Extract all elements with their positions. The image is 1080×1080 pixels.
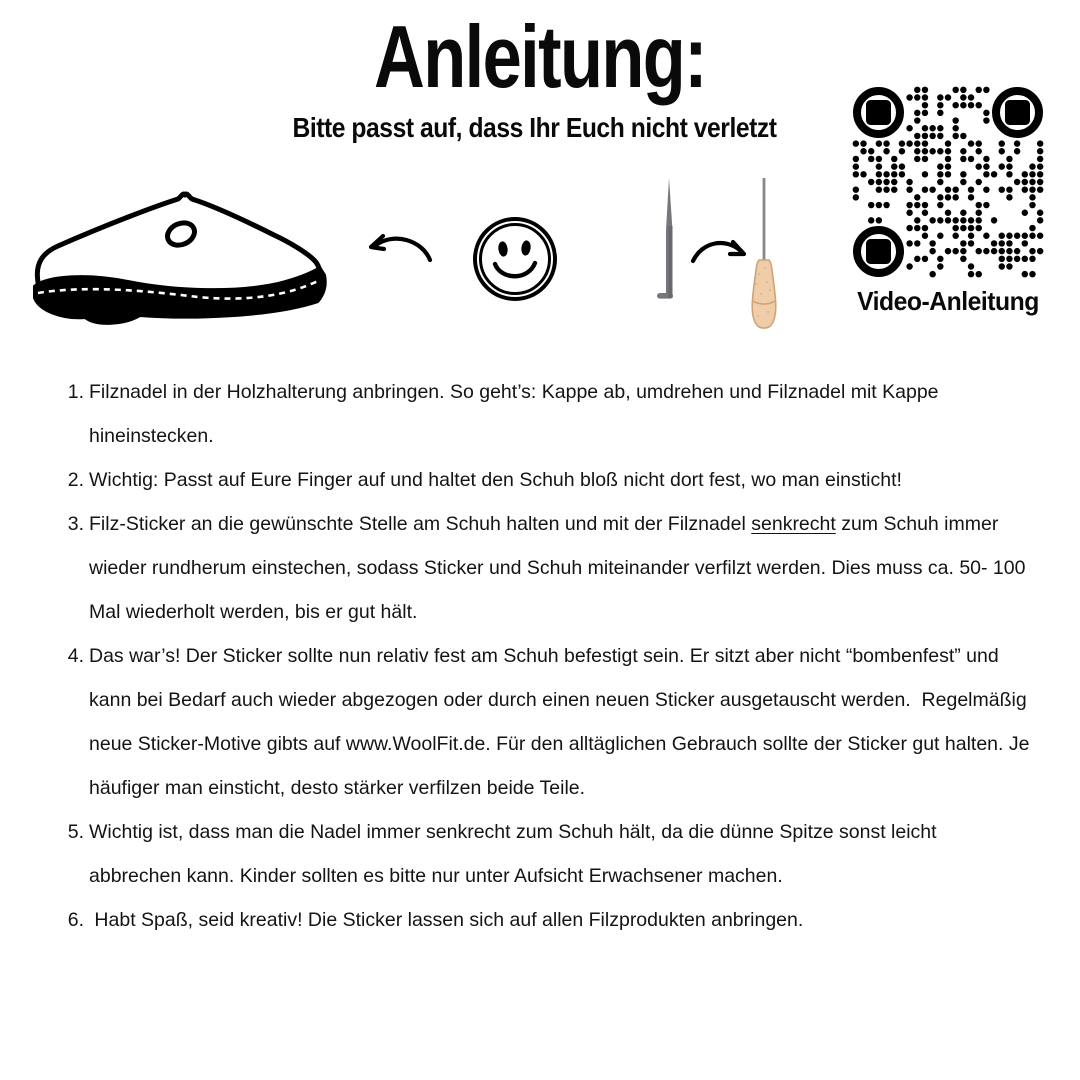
smiley-sticker-icon xyxy=(471,214,559,304)
wooden-holder-icon xyxy=(746,178,782,330)
text-segment: Habt Spaß, seid kreativ! Die Sticker lassen sich auf allen Filzprodukten anbringen. xyxy=(89,909,804,931)
page-subtitle: Bitte passt auf, dass Ihr Euch nicht verletzt xyxy=(292,112,777,143)
instruction-item xyxy=(52,898,1030,942)
instruction-text xyxy=(89,502,1030,634)
text-segment: Filznadel in der Holzhalterung anbringen. So geht’s: Kappe ab, umdrehen und Filznadel mit Kappe hineinstecken. xyxy=(89,381,944,447)
text-segment: zum Schuh immer wieder rundherum einstechen, sodass Sticker und Schuh miteinander verfilzt werden. Dies muss ca. 50- 100 Mal wiederholt werden, bis er gut hält. xyxy=(89,513,1031,623)
instruction-item xyxy=(52,634,1035,810)
text-segment: Das war’s! Der Sticker sollte nun relativ fest am Schuh befestigt sein. Er sitzt aber nicht “bombenfest” und kann bei Bedarf auch wieder abgezogen oder durch einen neuen Sticker ausgetauscht werden. Regelmäßig neue Sticker-Motive gibts auf www.WoolFit.de. Für den alltäglichen Gebrauch sollte der Sticker gut halten. Je häufiger man einsticht, desto stärker verfilzen beide Teile. xyxy=(89,645,1035,799)
instruction-text xyxy=(89,810,1030,898)
text-segment: Wichtig: Passt auf Eure Finger auf und haltet den Schuh bloß nicht dort fest, wo man einsticht! xyxy=(89,469,902,491)
curved-arrow-right-icon xyxy=(690,234,748,268)
instruction-text xyxy=(89,634,1035,810)
clog-shoe-icon xyxy=(28,190,333,333)
page-title: Anleitung: xyxy=(373,7,707,106)
instruction-number: 6. xyxy=(67,909,84,931)
underlined-word: senkrecht xyxy=(751,513,836,535)
qr-block xyxy=(852,86,1044,316)
instruction-list xyxy=(52,370,1035,942)
instruction-text xyxy=(89,458,1030,502)
instruction-item xyxy=(52,458,1030,502)
instruction-number: 3. xyxy=(67,513,84,535)
qr-code-icon xyxy=(852,86,1044,278)
qr-label: Video-Anleitung xyxy=(857,286,1039,316)
text-segment: Wichtig ist, dass man die Nadel immer senkrecht zum Schuh hält, da die dünne Spitze sonst leicht abbrechen kann. Kinder sollten es bitte nur unter Aufsicht Erwachsener machen. xyxy=(89,821,942,887)
curved-arrow-left-icon xyxy=(366,228,434,266)
instruction-text xyxy=(89,370,1030,458)
instruction-number: 4. xyxy=(67,645,84,667)
instruction-number: 2. xyxy=(67,469,84,491)
instruction-number: 1. xyxy=(67,381,84,403)
felting-needle-icon xyxy=(652,178,684,328)
instruction-item xyxy=(52,810,1030,898)
text-segment: Filz-Sticker an die gewünschte Stelle am Schuh halten und mit der Filznadel xyxy=(89,513,752,535)
instruction-item xyxy=(52,502,1030,634)
instruction-text xyxy=(89,898,1030,942)
instruction-number: 5. xyxy=(67,821,84,843)
instruction-item xyxy=(52,370,1030,458)
